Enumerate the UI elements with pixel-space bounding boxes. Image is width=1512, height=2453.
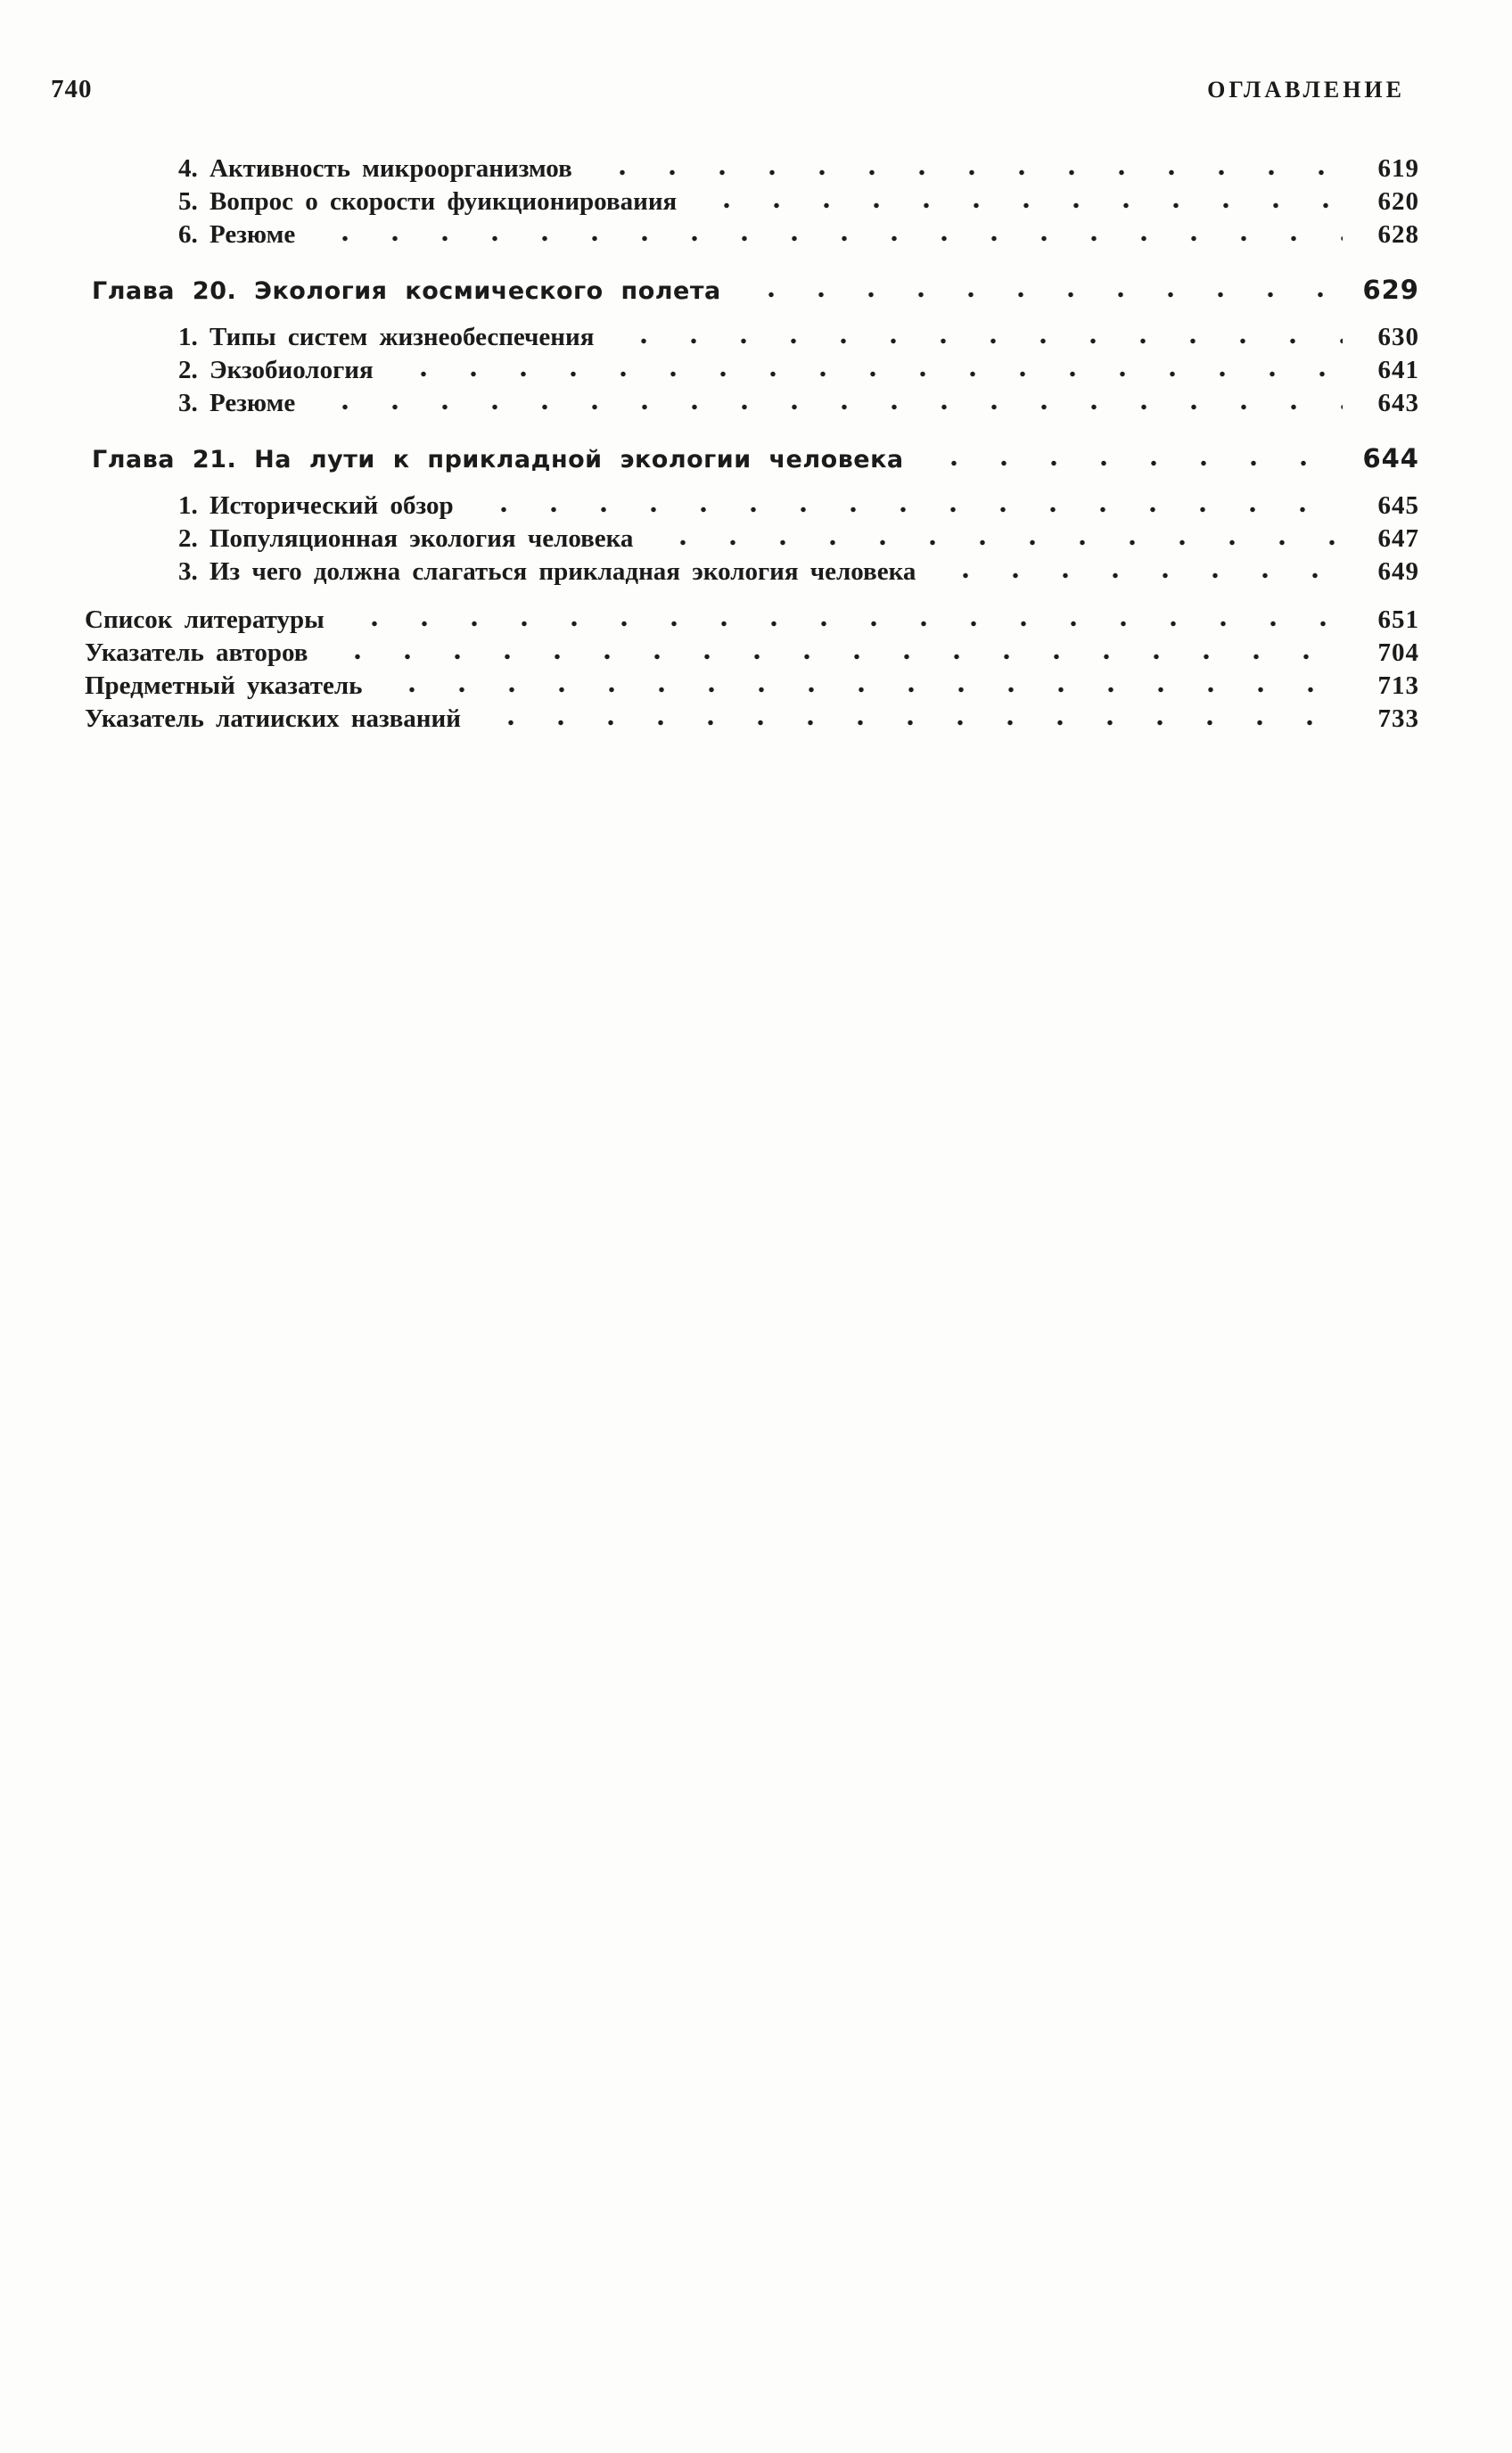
toc-entry [51, 523, 1419, 556]
toc-entry-page: 643 [1377, 389, 1419, 417]
toc-entry-title: 5. Вопрос о скорости фуикционироваиия [178, 187, 678, 216]
toc-entry-title: 1. Типы систем жизнеобеспечения [178, 323, 595, 351]
dot-leader [482, 719, 1343, 727]
dot-leader [594, 169, 1343, 177]
toc-entry-title: 4. Активность микроорганизмов [178, 154, 572, 183]
toc-entry [51, 556, 1419, 589]
toc-entry [51, 490, 1419, 523]
toc-entry-title: 2. Популяционная экология человека [178, 524, 634, 553]
dot-leader [329, 653, 1343, 661]
dot-leader [316, 403, 1343, 411]
toc-entry-page: 704 [1377, 638, 1419, 667]
page-number: 740 [51, 75, 93, 103]
dot-leader [475, 506, 1343, 514]
toc-entry [51, 670, 1419, 703]
toc-entry-title: Список литературы [85, 605, 325, 634]
dot-leader [698, 202, 1343, 210]
dot-leader [346, 620, 1343, 628]
toc-entry-page: 647 [1377, 524, 1419, 553]
toc-entry [51, 604, 1419, 637]
running-head: ОГЛАВЛЕНИЕ [1207, 77, 1405, 103]
toc-entry [51, 321, 1419, 354]
dot-leader [383, 686, 1343, 694]
toc-entry [51, 185, 1419, 218]
dot-leader [654, 539, 1343, 547]
toc-entry [51, 218, 1419, 251]
toc-entry-title: 3. Из чего должна слагаться прикладная экология человека [178, 557, 916, 586]
toc-entry-title: 1. Исторический обзор [178, 491, 454, 520]
toc-entry [51, 703, 1419, 736]
toc-entry-page: 649 [1377, 557, 1419, 586]
toc-entry-page: 619 [1377, 154, 1419, 183]
dot-leader [743, 291, 1343, 299]
toc-entry-title: Глава 21. На лути к прикладной экологии человека [92, 446, 904, 473]
toc-entry-page: 620 [1377, 187, 1419, 216]
toc-entry-title: Указатель латииских названий [85, 704, 461, 733]
toc-entry [51, 152, 1419, 185]
dot-leader [316, 235, 1343, 243]
page-header [51, 75, 1419, 104]
toc-entry-title: 2. Экзобиология [178, 356, 374, 384]
toc-entry-page: 641 [1377, 356, 1419, 384]
dot-leader [925, 459, 1343, 467]
toc-entry [51, 354, 1419, 387]
toc-entry [51, 442, 1419, 476]
toc-entry-page: 628 [1377, 220, 1419, 249]
toc-entry-page: 713 [1377, 671, 1419, 700]
toc-entry-page: 644 [1362, 443, 1419, 473]
dot-leader [615, 337, 1343, 345]
toc-entry-page: 733 [1377, 704, 1419, 733]
toc-entry [51, 274, 1419, 308]
toc-entry-page: 651 [1377, 605, 1419, 634]
toc-entry-page: 630 [1377, 323, 1419, 351]
toc-entry-title: Глава 20. Экология космического полета [92, 277, 721, 305]
toc-entry [51, 637, 1419, 670]
toc-entry-title: Предметный указатель [85, 671, 363, 700]
dot-leader [395, 370, 1343, 378]
toc-entry [51, 387, 1419, 420]
toc-list [51, 152, 1419, 736]
toc-entry-title: 6. Резюме [178, 220, 296, 249]
toc-entry-page: 629 [1362, 275, 1419, 305]
toc-entry-title: Указатель авторов [85, 638, 308, 667]
toc-entry-page: 645 [1377, 491, 1419, 520]
toc-entry-title: 3. Резюме [178, 389, 296, 417]
dot-leader [937, 572, 1343, 580]
